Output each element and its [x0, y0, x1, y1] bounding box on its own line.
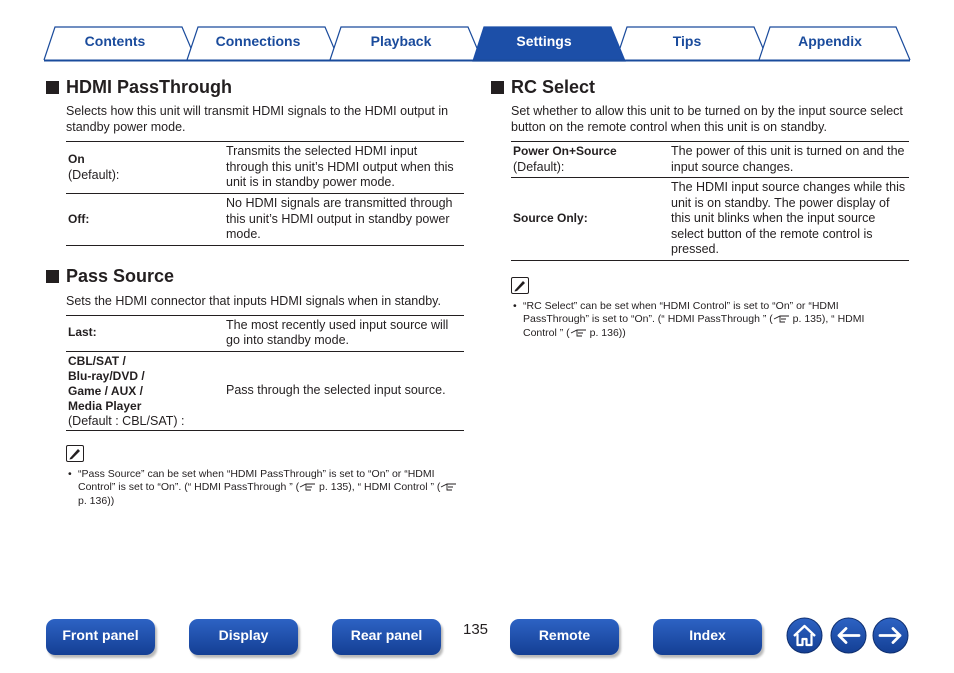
display-button[interactable]: Display: [189, 619, 298, 655]
option-value: The most recently used input source will go into standby mode.: [226, 317, 449, 347]
chapter-tab-bar: [0, 0, 954, 64]
tab-shapes: [0, 0, 954, 64]
option-value: The power of this unit is turned on and the input source changes.: [671, 144, 905, 174]
section-square-icon: [46, 81, 59, 94]
section-title: RC Select: [511, 76, 596, 97]
option-key: [66, 315, 226, 351]
table-row: [511, 178, 909, 261]
tab-settings[interactable]: Settings: [516, 33, 572, 49]
table-row: [66, 194, 464, 246]
page-number: 135: [463, 621, 489, 638]
option-key: [511, 178, 671, 261]
section-square-icon: [46, 270, 59, 283]
tab-appendix[interactable]: Appendix: [798, 33, 862, 49]
tab-playback[interactable]: Playback: [370, 33, 432, 49]
section-description: Selects how this unit will transmit HDMI signals to the HDMI output in standby power mode.: [66, 104, 449, 134]
option-key-name: Blu-ray/DVD /: [68, 368, 145, 383]
option-key-default: (Default):: [68, 167, 120, 182]
note-text-part: p. 136)): [586, 326, 626, 339]
note-text-part: “Pass Source” can be set when “HDMI PassThrough” is set to “On” or “HDMI Control” is set to “On”. (“ HDMI PassThrough ” (: [78, 467, 435, 493]
section-title: HDMI PassThrough: [66, 76, 233, 97]
arrow-left-icon[interactable]: [830, 617, 867, 654]
pointing-hand-icon[interactable]: [299, 482, 316, 492]
table-row: [66, 142, 464, 194]
option-value: No HDMI signals are transmitted through this unit’s HDMI output in standby power mode.: [226, 196, 453, 241]
option-key: [66, 194, 226, 246]
arrow-right-icon[interactable]: [872, 617, 909, 654]
tab-connections[interactable]: Connections: [215, 33, 301, 49]
note-text-part: p. 135), “ HDMI Control ” (: [316, 481, 441, 493]
section-description: Set whether to allow this unit to be turned on by the input source select button on the remote control when this unit is on standby.: [511, 104, 903, 134]
option-key: [66, 142, 226, 194]
option-key-name: Game / AUX /: [68, 383, 143, 398]
note-text-part: “RC Select” can be set when “HDMI Control” is set to “On” or “HDMI PassThrough” is set to “On”. (“ HDMI PassThrough ” (: [523, 299, 839, 325]
rc-select-options-table: [511, 141, 909, 261]
option-key-name: Power On+Source: [513, 144, 617, 158]
option-key-name: CBL/SAT /: [68, 353, 126, 368]
bullet: •: [513, 299, 517, 312]
option-value: The HDMI input source changes while this unit is on standby. The power display of this unit blinks when the input source select button of the remote control is pressed.: [671, 180, 906, 256]
left-column: [46, 76, 464, 508]
option-key-name: Media Player: [68, 398, 142, 413]
option-key-name: On: [68, 152, 85, 166]
rc-select-heading: [491, 76, 909, 98]
option-value: Transmits the selected HDMI input through this unit’s HDMI output when this unit is in standby power mode.: [226, 144, 454, 190]
note-text-part: p. 135), “ HDMI Control ” (: [523, 313, 865, 339]
rc-select-note: [511, 300, 901, 341]
pass-source-note: [66, 468, 466, 509]
table-row: [66, 315, 464, 351]
pointing-hand-icon[interactable]: [570, 328, 587, 338]
tab-contents[interactable]: Contents: [84, 33, 146, 49]
pencil-note-icon: [66, 445, 84, 462]
hdmi-passthrough-options-table: [66, 141, 464, 246]
bullet: •: [68, 467, 72, 480]
remote-button[interactable]: Remote: [510, 619, 619, 655]
pointing-hand-icon[interactable]: [440, 482, 457, 492]
option-key-name: Source Only:: [513, 211, 588, 225]
table-row: [511, 142, 909, 178]
hdmi-passthrough-heading: [46, 76, 464, 98]
option-key: [66, 351, 226, 430]
option-key-name: Last:: [68, 325, 97, 340]
option-key-name: Off:: [68, 211, 90, 226]
option-key-default: (Default):: [513, 159, 565, 174]
right-column: [491, 76, 909, 340]
pass-source-options-table: [66, 315, 464, 431]
index-button[interactable]: Index: [653, 619, 762, 655]
option-value: Pass through the selected input source.: [226, 382, 446, 397]
pointing-hand-icon[interactable]: [773, 314, 790, 324]
option-key: [511, 142, 671, 178]
section-description: Sets the HDMI connector that inputs HDMI signals when in standby.: [66, 293, 441, 308]
home-icon[interactable]: [786, 617, 823, 654]
section-square-icon: [491, 81, 504, 94]
pass-source-heading: [46, 266, 464, 288]
pencil-note-icon: [511, 277, 529, 294]
rear-panel-button[interactable]: Rear panel: [332, 619, 441, 655]
note-text-part: p. 136)): [78, 494, 115, 507]
table-row: [66, 351, 464, 430]
front-panel-button[interactable]: Front panel: [46, 619, 155, 655]
section-title: Pass Source: [66, 266, 175, 286]
option-key-default: (Default : CBL/SAT) :: [68, 413, 185, 428]
tab-tips[interactable]: Tips: [672, 33, 702, 49]
